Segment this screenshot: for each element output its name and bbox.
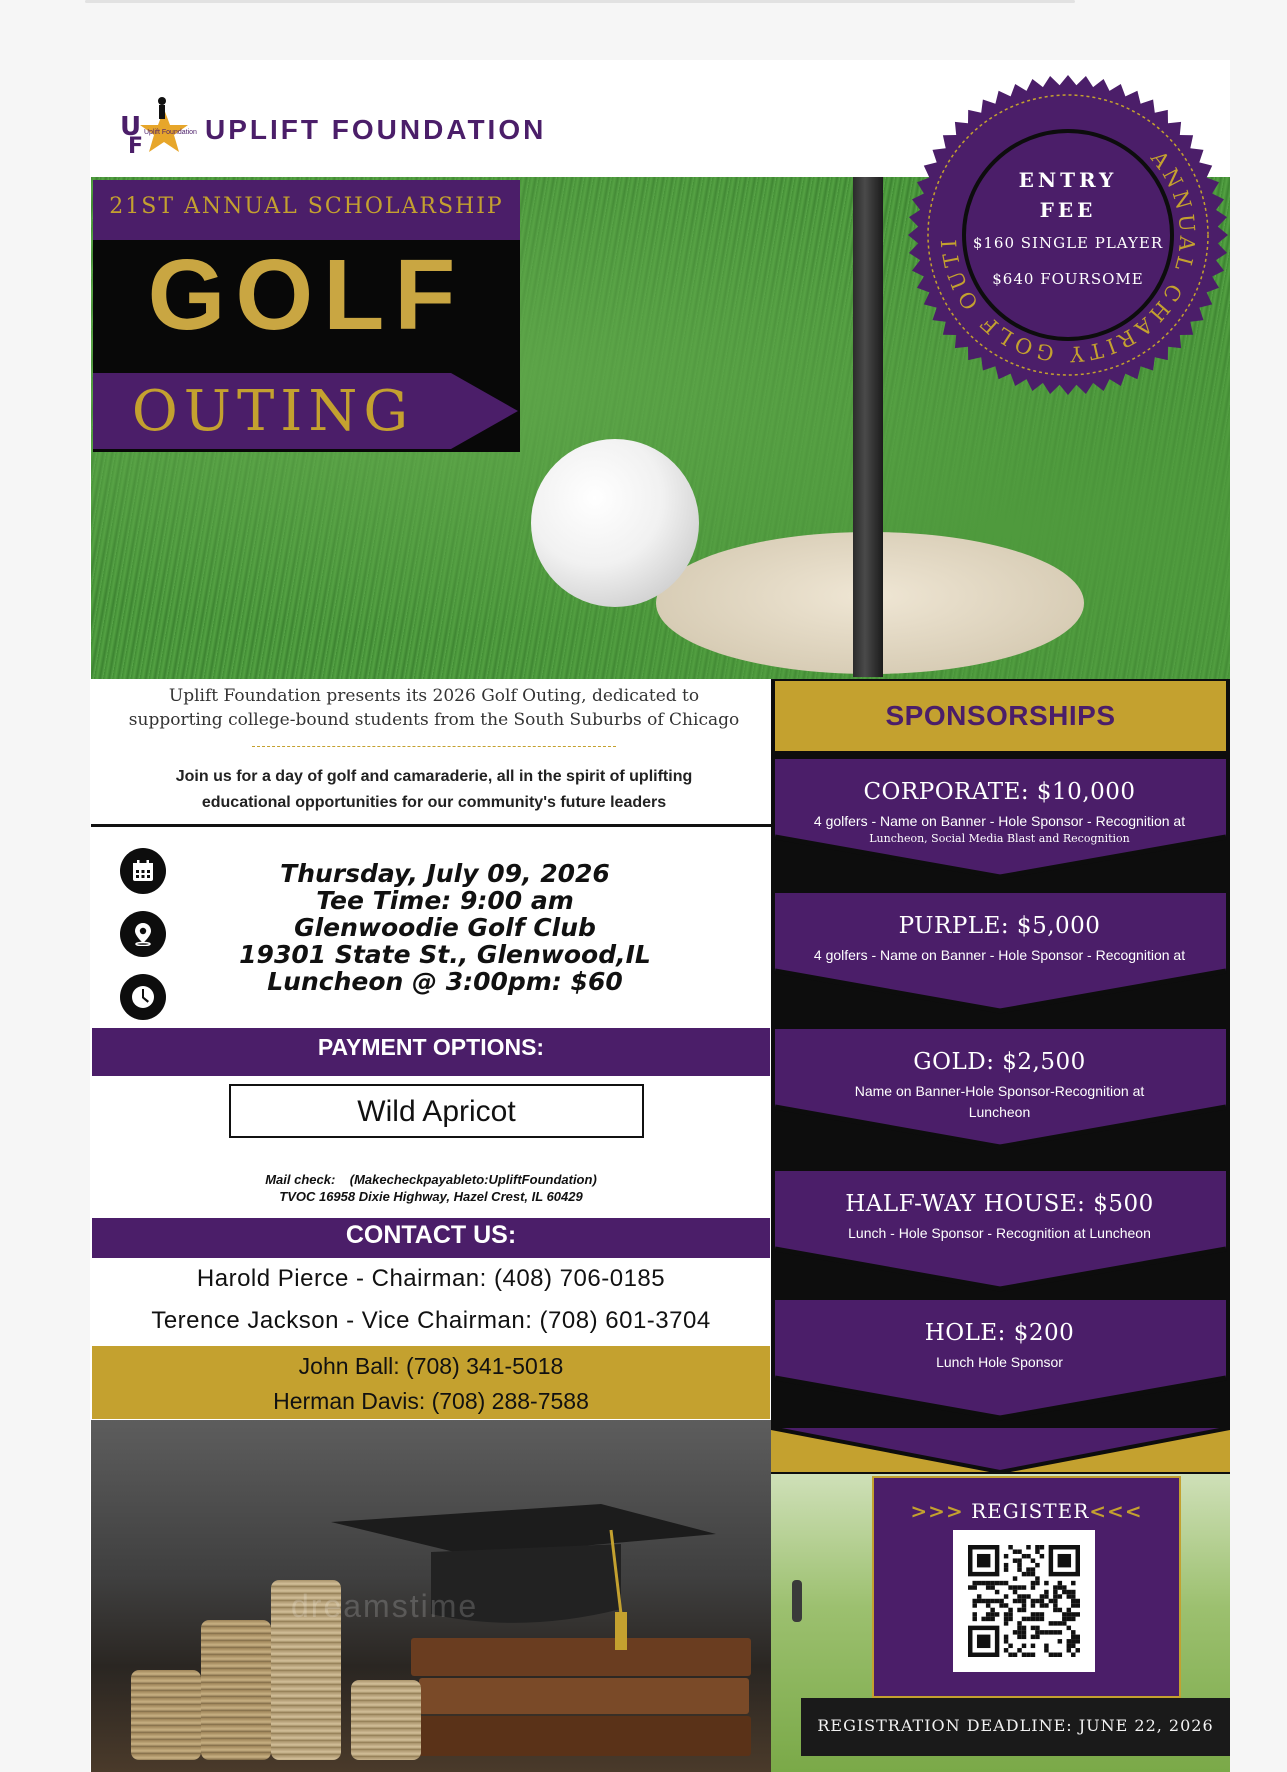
contact-john-ball: John Ball: (708) 341-5018 [298,1353,564,1379]
join-line-1: Join us for a day of golf and camaraderie, all in the spirit of uplifting [175,768,693,785]
seal-foursome-price: $640 FOURSOME [992,270,1144,288]
event-date: Thursday, July 09, 2026 [280,859,610,888]
sponsorship-tier [771,755,1228,887]
intro-bottom-rule [91,824,771,827]
intro-line-2: supporting college-bound students from the South Suburbs of Chicago [128,710,740,730]
svg-text:F: F [128,134,144,157]
sponsorship-tier-title: PURPLE: $5,000 [898,913,1101,939]
sponsorship-tier [771,889,1228,1021]
contact-heading: CONTACT US: [345,1221,517,1249]
sponsorship-tier [771,1025,1228,1157]
sponsorship-tier-benefits: 4 golfers - Name on Banner - Hole Sponsor - Recognition at [813,813,1186,829]
seal-entry: ENTRY [1018,168,1118,192]
register-left-arrows: >>> [910,1499,964,1523]
annual-banner [93,180,520,240]
golf-ball [531,439,699,607]
sponsorship-tier-title: GOLD: $2,500 [913,1049,1086,1075]
mail-check-line: Mail check: (Makecheckpayableto:UpliftFoundation) [265,1172,597,1187]
sponsorship-tier-benefits-2: Luncheon [968,1104,1031,1120]
graduation-photo [91,1420,771,1772]
entry-fee-seal [907,74,1229,396]
sponsorship-tier-benefits-2: Luncheon, Social Media Blast and Recognition [869,832,1130,845]
golf-title: GOLF [147,239,466,351]
svg-text:U: U [120,112,142,142]
event-details [190,860,700,995]
register-qr-code[interactable] [953,1530,1095,1672]
registration-deadline: REGISTRATION DEADLINE: JUNE 22, 2026 [817,1716,1214,1735]
sponsorship-tier-benefits: Name on Banner-Hole Sponsor-Recognition at [854,1083,1145,1099]
event-luncheon: Luncheon @ 3:00pm: $60 [267,967,623,996]
mail-address-line: TVOC 16958 Dixie Highway, Hazel Crest, IL 60429 [279,1189,583,1204]
outing-arrow-banner [93,370,520,452]
golf-title-box [93,240,520,370]
contact-herman-davis: Herman Davis: (708) 288-7588 [273,1388,589,1414]
top-divider [85,0,1075,3]
golfer-figure [792,1580,802,1622]
clock-icon [120,974,166,1020]
flagstick [853,177,883,677]
seal-ring-text: ANNUAL CHARITY GOLF OUTI [936,146,1200,367]
logo-text: Uplift Foundation [144,129,197,136]
event-venue: Glenwoodie Golf Club [294,913,596,942]
org-name: UPLIFT FOUNDATION [205,114,547,145]
seal-single-price: $160 SINGLE PLAYER [972,234,1164,252]
sponsorship-tier-title: CORPORATE: $10,000 [863,779,1136,805]
sponsorships-heading: SPONSORSHIPS [885,700,1116,731]
photo-watermark: dreamstime [291,1588,479,1624]
intro-line-1: Uplift Foundation presents its 2026 Golf Outing, dedicated to [168,686,700,706]
sponsorship-bottom-chevron [771,1428,1230,1474]
contact-vice-chairman: Terence Jackson - Vice Chairman: (708) 601-3704 [151,1307,711,1334]
wild-apricot-label: Wild Apricot [357,1095,516,1128]
sponsorship-tier [771,1296,1228,1428]
register-label: REGISTER [971,1499,1090,1523]
wild-apricot-button[interactable] [229,1084,644,1138]
location-pin-icon [120,911,166,957]
seal-fee: FEE [1039,198,1097,222]
annual-label: 21ST ANNUAL SCHOLARSHIP [109,194,504,219]
uplift-logo [118,95,200,157]
sponsorship-tier-benefits: 4 golfers - Name on Banner - Hole Sponsor - Recognition at [813,947,1186,963]
sponsorship-tier [771,1167,1228,1299]
contact-chairman: Harold Pierce - Chairman: (408) 706-0185 [196,1265,666,1292]
book-stack [411,1638,751,1758]
register-label-row [872,1499,1181,1523]
event-address: 19301 State St., Glenwood,IL [239,940,651,969]
join-line-2: educational opportunities for our community's future leaders [201,794,667,811]
event-tee-time: Tee Time: 9:00 am [316,886,574,915]
calendar-icon [120,848,166,894]
sponsorship-tier-title: HOLE: $200 [924,1320,1075,1346]
sponsorship-tier-benefits: Lunch - Hole Sponsor - Recognition at Luncheon [848,1225,1151,1241]
sponsorship-tier-benefits: Lunch Hole Sponsor [936,1354,1063,1370]
intro-divider [252,746,616,747]
payment-heading: PAYMENT OPTIONS: [317,1034,545,1060]
sponsorship-tier-title: HALF-WAY HOUSE: $500 [845,1191,1154,1217]
register-right-arrows: <<< [1089,1499,1143,1523]
outing-title: OUTING [131,379,415,444]
